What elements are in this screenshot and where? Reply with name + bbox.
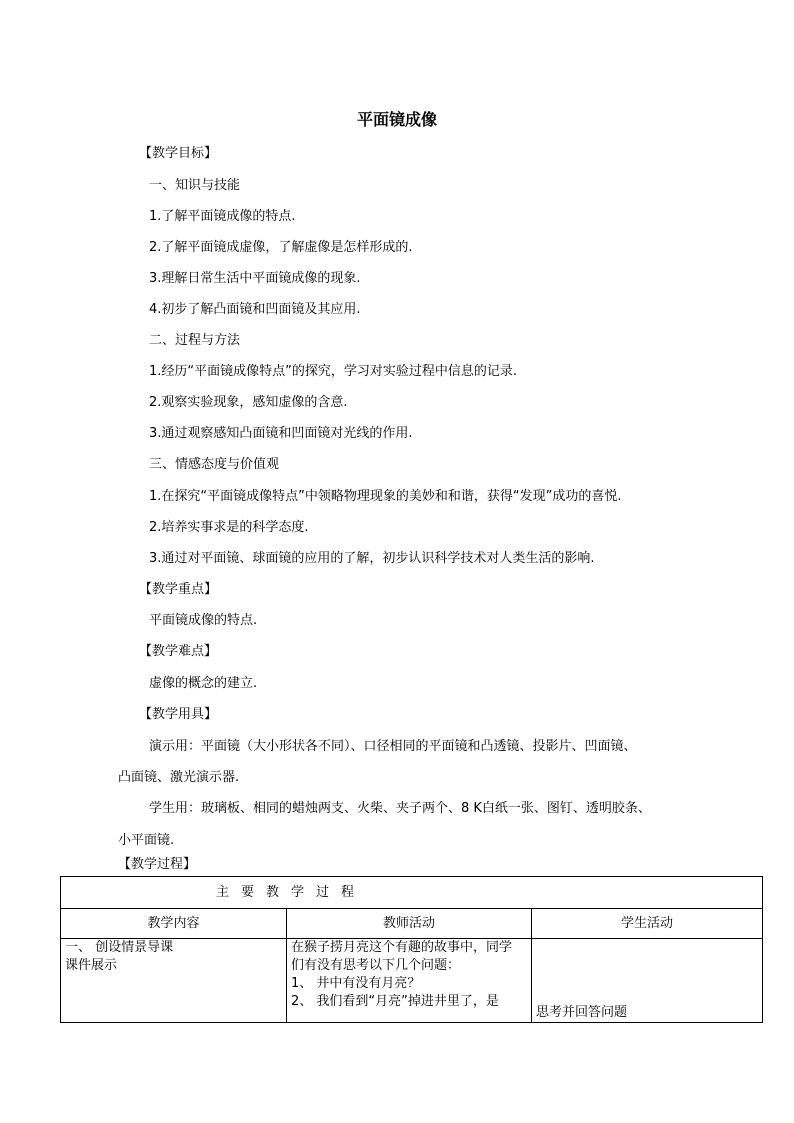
content-cell — [61, 939, 287, 1023]
section-heading: 【教学重点】 — [139, 582, 218, 597]
table-header: 主要教学过程 — [61, 877, 763, 909]
section-heading: 【教学用具】 — [139, 707, 218, 722]
student-cell: 思考并回答问题 — [532, 939, 763, 1023]
cell-line: 在猴子捞月亮这个有趣的故事中，同学 — [291, 940, 513, 955]
text-line: 3.通过对平面镜、球面镜的应用的了解，初步认识科学技术对人类生活的影响. — [149, 551, 595, 566]
text-line: 平面镜成像的特点. — [149, 613, 258, 628]
teaching-process-table — [60, 876, 763, 1023]
text-line: 2.了解平面镜成虚像，了解虚像是怎样形成的. — [149, 240, 413, 255]
text-line: 2.培养实事求是的科学态度. — [149, 520, 309, 535]
teacher-cell — [287, 939, 532, 1023]
section-heading: 【教学难点】 — [139, 644, 218, 659]
text-line: 演示用：平面镜（大小形状各不同）、口径相同的平面镜和凸透镜、投影片、凹面镜、 — [149, 739, 637, 754]
subsection-heading: 一、知识与技能 — [149, 178, 241, 193]
text-line: 3.理解日常生活中平面镜成像的现象. — [149, 271, 361, 286]
section-heading: 【教学过程】 — [118, 857, 197, 872]
table-row — [61, 939, 763, 1023]
cell-line: 1、 井中有没有月亮？ — [291, 976, 421, 991]
text-line: 2.观察实验现象，感知虚像的含意. — [149, 395, 348, 410]
cell-line: 一、 创设情景导课 — [65, 940, 174, 955]
cell-line: 2、 我们看到“月亮”掉进井里了，是 — [291, 994, 499, 1009]
cell-line: 课件展示 — [65, 958, 118, 973]
subsection-heading: 二、过程与方法 — [149, 333, 241, 348]
text-line: 1.经历“平面镜成像特点”的探究，学习对实验过程中信息的记录. — [149, 364, 518, 379]
section-heading: 【教学目标】 — [139, 146, 218, 161]
column-header-student: 学生活动 — [532, 909, 763, 939]
text-line: 1.在探究“平面镜成像特点”中领略物理现象的美妙和和谐，获得“发现”成功的喜悦. — [149, 489, 622, 504]
cell-line: 们有没有思考以下几个问题： — [291, 958, 461, 973]
column-header-content: 教学内容 — [61, 909, 287, 939]
text-line: 1.了解平面镜成像的特点. — [149, 209, 296, 224]
column-header-teacher: 教师活动 — [287, 909, 532, 939]
text-line: 学生用：玻璃板、相同的蜡烛两支、火柴、夹子两个、8 K白纸一张、图钉、透明胶条、 — [149, 801, 651, 816]
text-line: 凸面镜、激光演示器. — [118, 770, 240, 785]
subsection-heading: 三、情感态度与价值观 — [149, 457, 280, 472]
text-line: 4.初步了解凸面镜和凹面镜及其应用. — [149, 302, 361, 317]
text-line: 虚像的概念的建立. — [149, 676, 258, 691]
page-title: 平面镜成像 — [356, 110, 437, 129]
text-line: 小平面镜. — [118, 833, 175, 848]
text-line: 3.通过观察感知凸面镜和凹面镜对光线的作用. — [149, 426, 413, 441]
